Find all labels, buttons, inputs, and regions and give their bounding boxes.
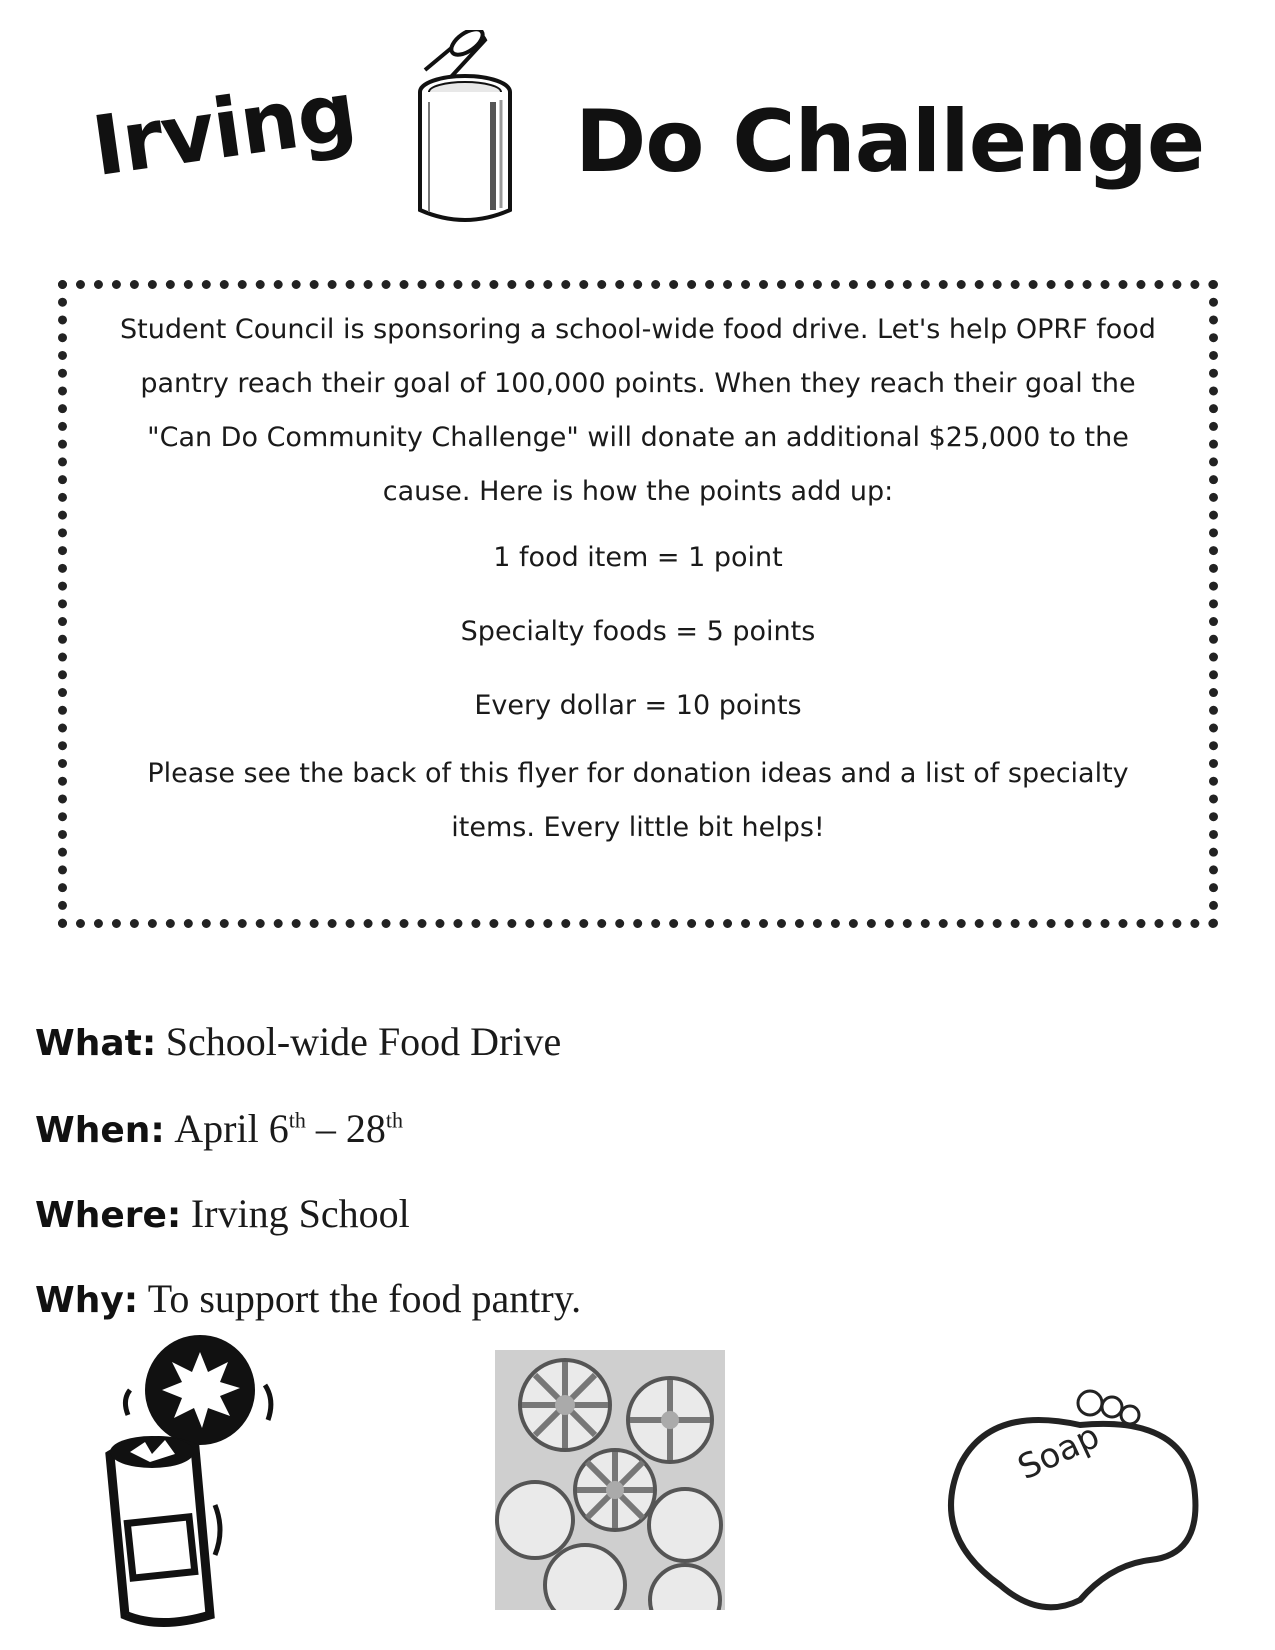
why-value: To support the food pantry.	[147, 1276, 582, 1321]
title-word-irving: Irving	[86, 64, 362, 195]
where-label: Where:	[35, 1195, 182, 1236]
points-rule-food-item: 1 food item = 1 point	[493, 542, 783, 573]
detail-what	[35, 1018, 561, 1065]
soap-bar-icon	[930, 1385, 1210, 1615]
points-rule-specialty: Specialty foods = 5 points	[460, 616, 816, 647]
when-end-suffix: th	[385, 1107, 403, 1133]
when-start-suffix: th	[288, 1107, 306, 1133]
opened-can-clipart-icon	[90, 1330, 280, 1630]
outro-paragraph: Please see the back of this flyer for donation ideas and a list of specialty items. Every little bit helps!	[147, 758, 1129, 843]
points-info-box	[58, 280, 1218, 928]
soap-label: Soap	[1011, 1416, 1106, 1489]
where-value: Irving School	[190, 1191, 410, 1236]
when-value	[174, 1106, 403, 1151]
title-word-do-challenge	[575, 92, 1204, 192]
open-can-icon	[405, 30, 525, 235]
why-label: Why:	[35, 1280, 139, 1321]
flyer-title	[0, 0, 1275, 260]
pasta-photo-icon	[495, 1350, 725, 1610]
detail-where	[35, 1190, 410, 1237]
what-label: What:	[35, 1023, 157, 1064]
when-start: April 6	[174, 1106, 289, 1151]
when-separator: –	[305, 1106, 346, 1151]
detail-when	[35, 1105, 403, 1152]
what-value: School-wide Food Drive	[165, 1019, 562, 1064]
points-rule-dollar: Every dollar = 10 points	[474, 690, 802, 721]
when-end: 28	[345, 1106, 386, 1151]
detail-why	[35, 1275, 581, 1322]
when-label: When:	[35, 1110, 165, 1151]
title-do-challenge-text: Do Challenge	[575, 92, 1205, 192]
intro-paragraph: Student Council is sponsoring a school-wide food drive. Let's help OPRF food pantry reach their goal of 100,000 points. When they reach their goal the "Can Do Community Challenge" will donate an additional $25,000 to the cause. Here is how the points add up:	[120, 314, 1156, 507]
